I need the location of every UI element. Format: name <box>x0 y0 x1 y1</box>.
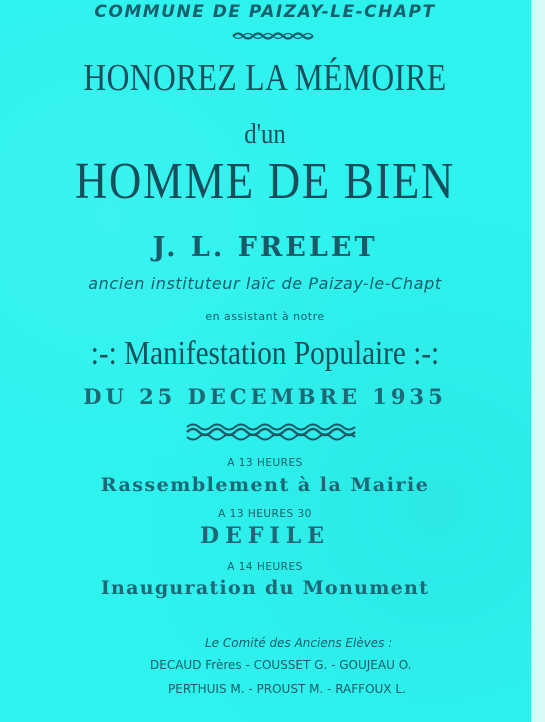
committee-members-line-2: PERTHUIS M. - PROUST M. - RAFFOUX L. <box>168 682 406 696</box>
schedule-time-3: A 14 HEURES <box>227 561 303 573</box>
honoree-role: ancien instituteur laïc de Paizay-le-Chapt <box>88 274 442 293</box>
schedule-event-1: Rassemblement à la Mairie <box>100 474 430 496</box>
paper-edge <box>531 0 545 722</box>
schedule-event-2: DEFILE <box>200 523 330 549</box>
honorez-heading: HONOREZ LA MÉMOIRE <box>83 57 447 99</box>
honoree-name: J. L. FRELET <box>152 232 378 263</box>
homme-heading: HOMME DE BIEN <box>74 153 456 210</box>
schedule-event-3: Inauguration du Monument <box>100 577 430 599</box>
schedule-time-1: A 13 HEURES <box>227 457 303 469</box>
committee-label: Le Comité des Anciens Elèves : <box>205 636 393 650</box>
schedule-time-2: A 13 HEURES 30 <box>218 508 312 520</box>
assisting-text: en assistant à notre <box>205 310 325 323</box>
dun-text: d'un <box>244 118 286 150</box>
committee-members-line-1: DECAUD Frères - COUSSET G. - GOUJEAU O. <box>150 658 412 672</box>
manifestation-heading: :-: Manifestation Populaire :-: <box>90 335 440 372</box>
ornament-divider-icon <box>231 31 315 41</box>
commune-header: COMMUNE DE PAIZAY-LE-CHAPT <box>94 2 436 22</box>
event-date: DU 25 DECEMBRE 1935 <box>83 384 447 409</box>
ornament-rope-icon <box>185 422 361 442</box>
